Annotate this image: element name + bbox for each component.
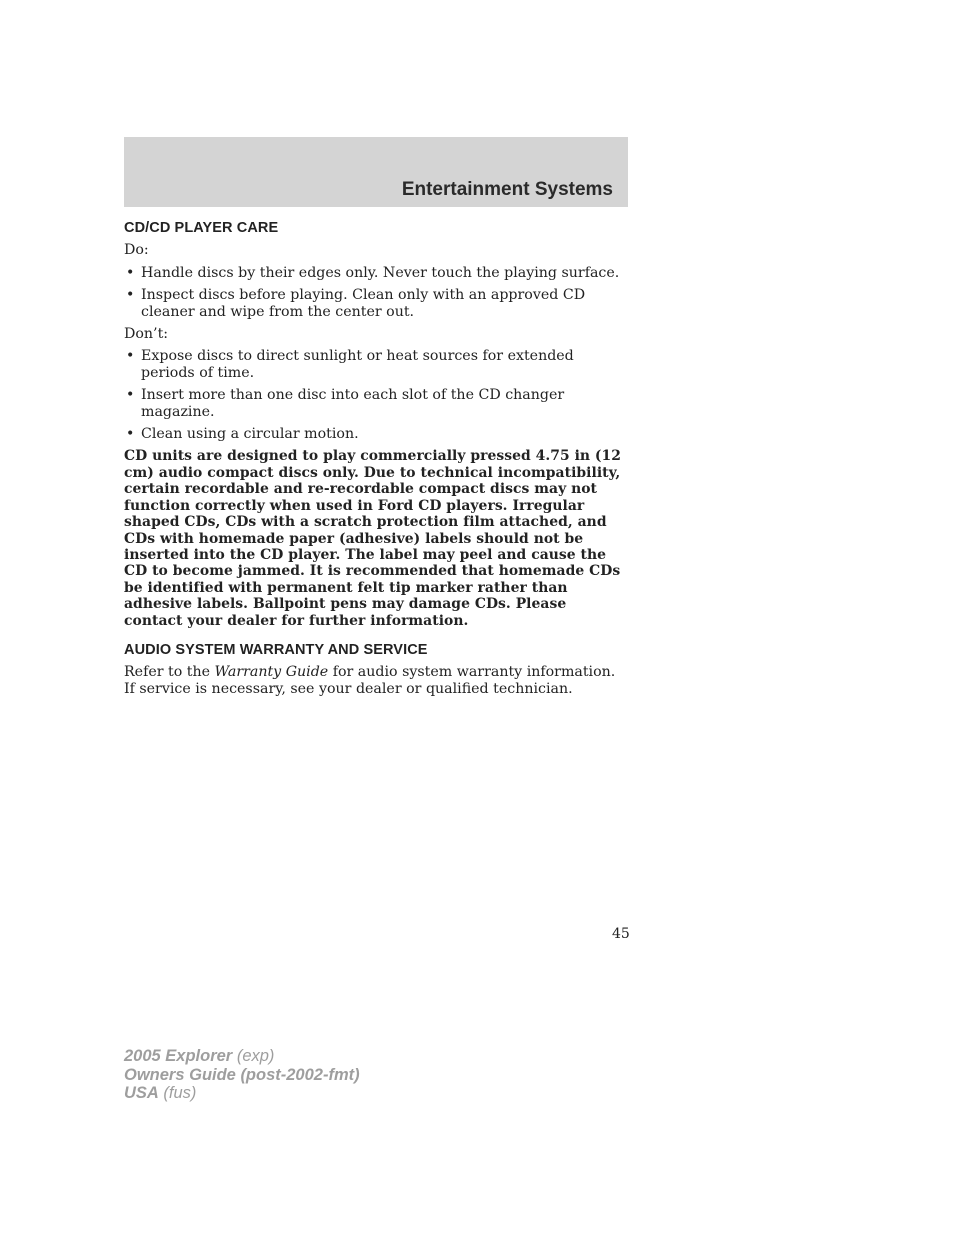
list-item-text: Handle discs by their edges only. Never touch the playing surface. [141, 264, 620, 281]
list-item-text: Insert more than one disc into each slot of the CD changer magazine. [141, 387, 565, 420]
dont-list [124, 348, 628, 442]
footer-model: 2005 Explorer [124, 1047, 233, 1065]
list-item-text: Inspect discs before playing. Clean only with an approved CD cleaner and wipe from the center out. [141, 287, 586, 320]
list-item-text: Clean using a circular motion. [141, 426, 359, 443]
footer-line-3 [124, 1084, 360, 1103]
page-number: 45 [612, 926, 630, 942]
cd-care-heading: CD/CD PLAYER CARE [124, 220, 279, 236]
list-item [124, 287, 628, 320]
section-header-band [124, 137, 628, 207]
bullet: • [126, 348, 135, 365]
page-content [124, 220, 628, 703]
warranty-guide-title: Warranty Guide [214, 664, 329, 681]
list-item [124, 387, 628, 420]
warranty-paragraph [124, 664, 628, 697]
footer-region-code: (fus) [158, 1084, 197, 1102]
bullet: • [126, 264, 135, 281]
list-item [124, 348, 628, 381]
document-footer [124, 1047, 360, 1103]
do-list [124, 265, 628, 320]
footer-line-2 [124, 1066, 360, 1085]
warranty-text-before: Refer to the [124, 664, 215, 681]
warranty-heading: AUDIO SYSTEM WARRANTY AND SERVICE [124, 641, 428, 658]
footer-model-code: (exp) [232, 1047, 275, 1065]
do-label: Do: [124, 242, 149, 259]
footer-line-1 [124, 1047, 360, 1066]
bullet: • [126, 387, 135, 404]
cd-warning-paragraph: CD units are designed to play commercially pressed 4.75 in (12 cm) audio compact discs only. Due to technical incompatibility, certain recordable and re-recordable compact discs may not function correctly when used in Ford CD players. Irregular shaped CDs, CDs with a scratch protection film attached, and CDs with homemade paper (adhesive) labels should not be inserted into the CD player. The label may peel and cause the CD to become jammed. It is recommended that homemade CDs be identified with permanent felt tip marker rather than adhesive labels. Ballpoint pens may damage CDs. Please contact your dealer for further information. [124, 448, 621, 629]
list-item-text: Expose discs to direct sunlight or heat sources for extended periods of time. [141, 348, 574, 381]
bullet: • [126, 426, 135, 443]
bullet: • [126, 287, 135, 304]
list-item [124, 426, 628, 442]
footer-region: USA [124, 1084, 159, 1102]
footer-guide: Owners Guide (post-2002-fmt) [124, 1065, 360, 1084]
list-item [124, 265, 628, 281]
dont-label: Don’t: [124, 326, 169, 343]
section-title: Entertainment Systems [401, 179, 613, 200]
warranty-text-after: for audio system warranty information. If service is necessary, see your dealer or qualified technician. [124, 664, 616, 697]
